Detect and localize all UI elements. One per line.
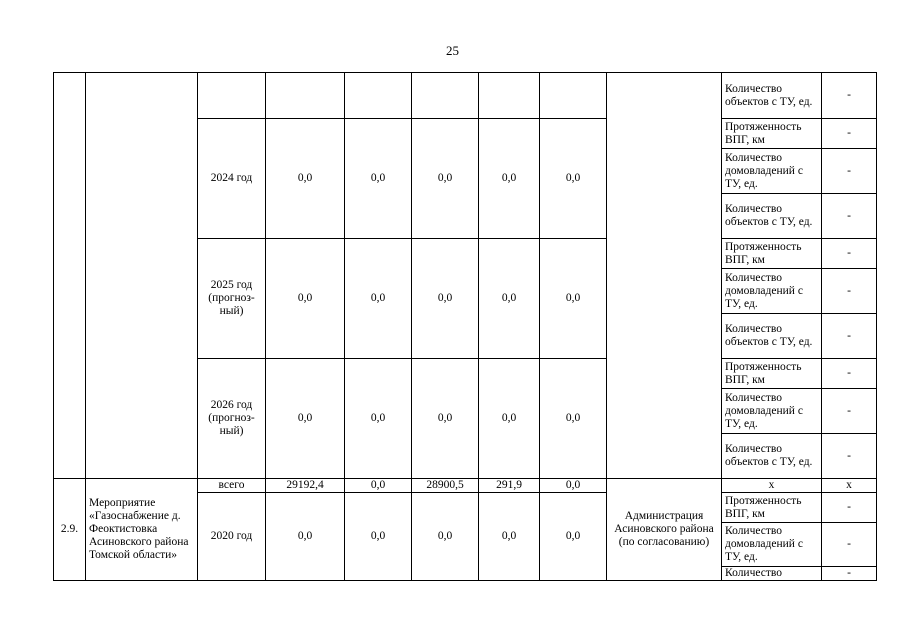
indicator-name: х [722,479,822,493]
cell-value: 0,0 [479,239,540,359]
cell-year: 2026 год (прогноз-ный) [198,359,266,479]
indicator-value: - [822,567,877,581]
cell-value [345,73,412,119]
cell-value: 0,0 [479,359,540,479]
cell-value: 0,0 [412,359,479,479]
indicator-name: Количество объектов с ТУ, ед. [722,194,822,239]
item-executor: Администрация Асиновского района (по согласованию) [607,479,722,581]
table-row [54,479,877,493]
indicator-name: Количество домовладений с ТУ, ед. [722,389,822,434]
indicator-value: - [822,194,877,239]
cell-year: 2020 год [198,493,266,581]
cell-value: 0,0 [412,239,479,359]
cell-value: 291,9 [479,479,540,493]
indicator-value: - [822,119,877,149]
indicator-name: Протяженность ВПГ, км [722,359,822,389]
indicator-value: - [822,269,877,314]
cell-value: 0,0 [540,359,607,479]
indicator-value: - [822,523,877,567]
cell-value: 0,0 [266,239,345,359]
cell-value: 0,0 [345,493,412,581]
indicator-value: - [822,239,877,269]
indicator-name: Количество объектов с ТУ, ед. [722,73,822,119]
cell-value [540,73,607,119]
indicator-value: - [822,149,877,194]
cell-year: 2025 год (прогноз-ный) [198,239,266,359]
cell-name-empty [86,73,198,479]
indicator-value: - [822,434,877,479]
cell-value: 0,0 [345,479,412,493]
indicator-name: Протяженность ВПГ, км [722,239,822,269]
indicator-name: Количество объектов с ТУ, ед. [722,314,822,359]
cell-value: 0,0 [266,493,345,581]
cell-value: 0,0 [412,493,479,581]
item-number: 2.9. [54,479,86,581]
indicator-name: Количество [722,567,822,581]
cell-value: 0,0 [540,119,607,239]
cell-value: 28900,5 [412,479,479,493]
indicator-value: - [822,359,877,389]
indicator-name: Количество домовладений с ТУ, ед. [722,269,822,314]
cell-value: 0,0 [345,239,412,359]
indicator-name: Количество объектов с ТУ, ед. [722,434,822,479]
indicator-name: Количество домовладений с ТУ, ед. [722,149,822,194]
page-number: 25 [446,43,459,58]
cell-value: 0,0 [412,119,479,239]
cell-value: 0,0 [540,479,607,493]
cell-year: всего [198,479,266,493]
cell-value: 0,0 [345,119,412,239]
table-row [54,73,877,119]
indicator-value: х [822,479,877,493]
indicator-value: - [822,73,877,119]
cell-value: 0,0 [540,239,607,359]
cell-value: 29192,4 [266,479,345,493]
cell-value: 0,0 [266,119,345,239]
indicator-name: Протяженность ВПГ, км [722,493,822,523]
cell-value [479,73,540,119]
program-table [53,72,877,581]
indicator-value: - [822,314,877,359]
cell-value: 0,0 [266,359,345,479]
item-name: Мероприятие «Газоснабжение д. Феоктистовка Асиновского района Томской области» [86,479,198,581]
cell-value: 0,0 [479,493,540,581]
cell-value: 0,0 [345,359,412,479]
indicator-value: - [822,493,877,523]
cell-year: 2024 год [198,119,266,239]
cell-num-empty [54,73,86,479]
cell-value [266,73,345,119]
indicator-name: Протяженность ВПГ, км [722,119,822,149]
cell-value [412,73,479,119]
cell-executor-empty [607,73,722,479]
cell-value: 0,0 [479,119,540,239]
indicator-value: - [822,389,877,434]
indicator-name: Количество домовладений с ТУ, ед. [722,523,822,567]
cell-value: 0,0 [540,493,607,581]
cell-year-empty [198,73,266,119]
